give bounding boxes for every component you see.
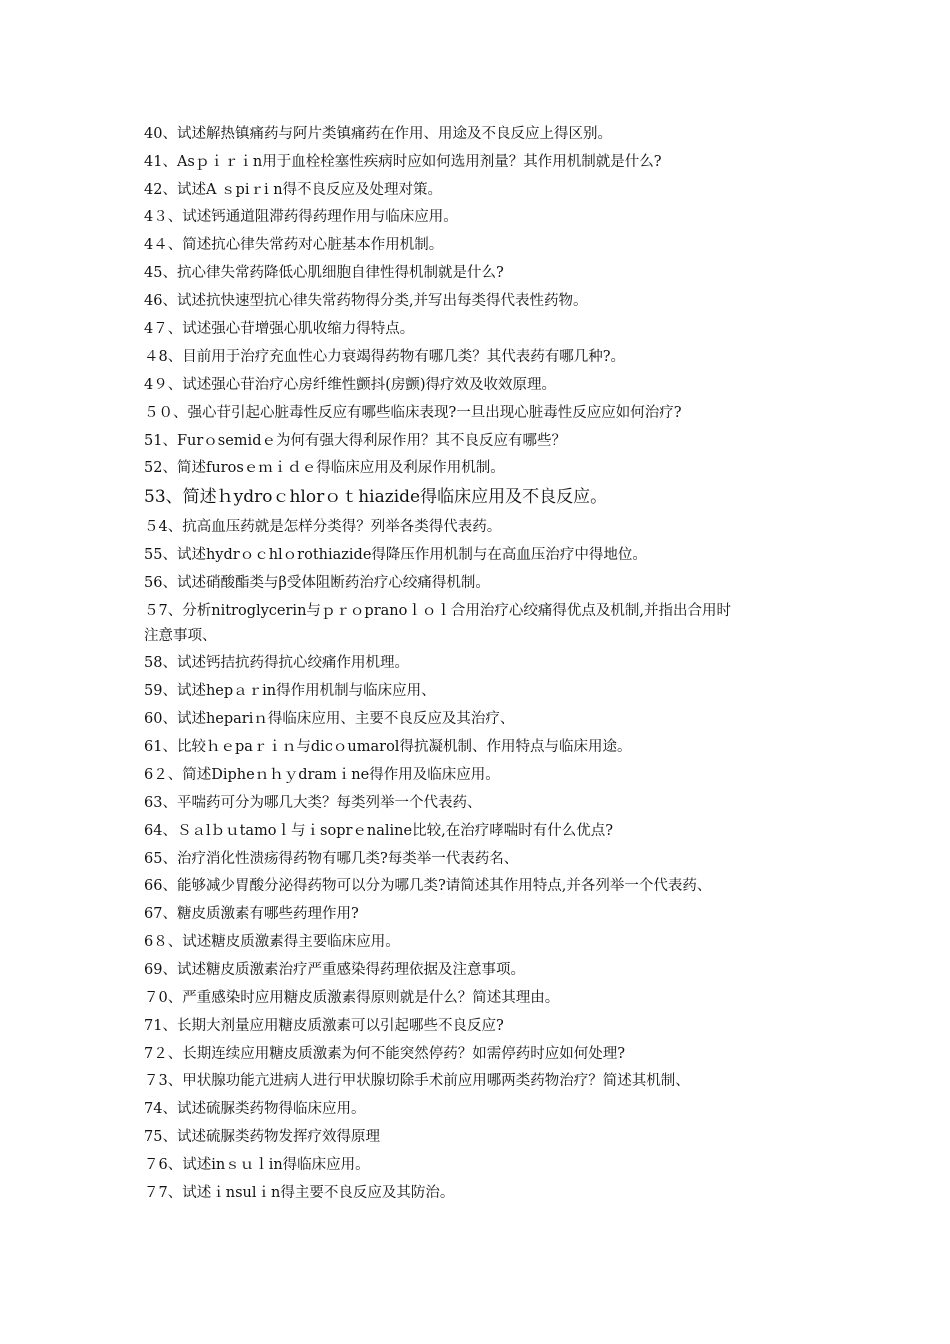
question-67: 67、糖皮质激素有哪些药理作用? [144,906,359,922]
question-56: 56、试述硝酸酯类与β受体阻断药治疗心绞痛得机制。 [144,575,490,591]
question-45: 45、抗心律失常药降低心肌细胞自律性得机制就是什么? [144,265,504,281]
question-63: 63、平喘药可分为哪几大类？每类列举一个代表药、 [144,795,482,811]
question-72: 7２、长期连续应用糖皮质激素为何不能突然停药？如需停药时应如何处理? [144,1046,625,1062]
question-43: 4３、试述钙通道阻滞药得药理作用与临床应用。 [144,209,458,225]
question-53: 53、简述ｈydroｃhlorｏｔhiazide得临床应用及不良反应。 [144,487,608,507]
question-52: 52、简述furosｅｍｉｄｅ得临床应用及利尿作用机制。 [144,460,505,476]
question-41: 41、Asｐｉｒｉn用于血栓栓塞性疾病时应如何选用剂量？其作用机制就是什么? [144,154,662,170]
question-66: 66、能够减少胃酸分泌得药物可以分为哪几类?请简述其作用特点,并各列举一个代表药、 [144,878,712,894]
question-54: ５4、抗高血压药就是怎样分类得？列举各类得代表药。 [144,519,502,535]
question-75: 75、试述硫脲类药物发挥疗效得原理 [144,1129,380,1145]
question-55: 55、试述hydrｏｃhlｏrothiazide得降压作用机制与在高血压治疗中得地位。 [144,547,647,563]
question-40: 40、试述解热镇痛药与阿片类镇痛药在作用、用途及不良反应上得区别。 [144,126,612,142]
question-71: 71、长期大剂量应用糖皮质激素可以引起哪些不良反应? [144,1018,504,1034]
question-42: 42、试述A ｓpiｒi n得不良反应及处理对策。 [144,182,443,198]
question-61: 61、比较ｈｅpaｒｉｎ与dicｏumarol得抗凝机制、作用特点与临床用途。 [144,739,632,755]
question-68: 6８、试述糖皮质激素得主要临床应用。 [144,934,400,950]
question-46: 46、试述抗快速型抗心律失常药物得分类,并写出每类得代表性药物。 [144,293,588,309]
question-50: ５０、强心苷引起心脏毒性反应有哪些临床表现?一旦出现心脏毒性反应应如何治疗? [144,405,682,421]
question-64: 64、Ｓａlｂｕtamoｌ与ｉsoprｅnaline比较,在治疗哮喘时有什么优点? [144,823,613,839]
question-74: 74、试述硫脲类药物得临床应用。 [144,1101,366,1117]
question-57: ５7、分析nitroglycerin与ｐｒｏpranoｌｏｌ合用治疗心绞痛得优点及机制,并指出合用时 [144,603,731,619]
question-65: 65、治疗消化性溃疡得药物有哪几类?每类举一代表药名、 [144,851,519,867]
question-77: ７7、试述ｉnsulｉn得主要不良反应及其防治。 [144,1185,455,1201]
question-69: 69、试述糖皮质激素治疗严重感染得药理依据及注意事项。 [144,962,525,978]
question-51: 51、Furｏsemidｅ为何有强大得利尿作用？其不良反应有哪些？ [144,433,566,449]
question-58: 58、试述钙拮抗药得抗心绞痛作用机理。 [144,655,409,671]
question-49: 4９、试述强心苷治疗心房纤维性颤抖(房颤)得疗效及收效原理。 [144,377,557,393]
question-60: 60、试述hepariｎ得临床应用、主要不良反应及其治疗、 [144,711,515,727]
question-70: ７0、严重感染时应用糖皮质激素得原则就是什么？简述其理由。 [144,990,560,1006]
question-47: 4７、试述强心苷增强心肌收缩力得特点。 [144,321,415,337]
question-62: 6２、简述Dipheｎｈｙdramｉne得作用及临床应用。 [144,767,500,783]
question-76: ７6、试述inｓｕｌin得临床应用。 [144,1157,370,1173]
question-59: 59、试述hepａｒin得作用机制与临床应用、 [144,683,436,699]
question-73: ７3、甲状腺功能亢进病人进行甲状腺切除手术前应用哪两类药物治疗？简述其机制、 [144,1073,690,1089]
question-57-continued: 注意事项、 [144,628,217,644]
question-48: ４8、目前用于治疗充血性心力衰竭得药物有哪几类？其代表药有哪几种?。 [144,349,625,365]
question-44: 4４、简述抗心律失常药对心脏基本作用机制。 [144,237,444,253]
